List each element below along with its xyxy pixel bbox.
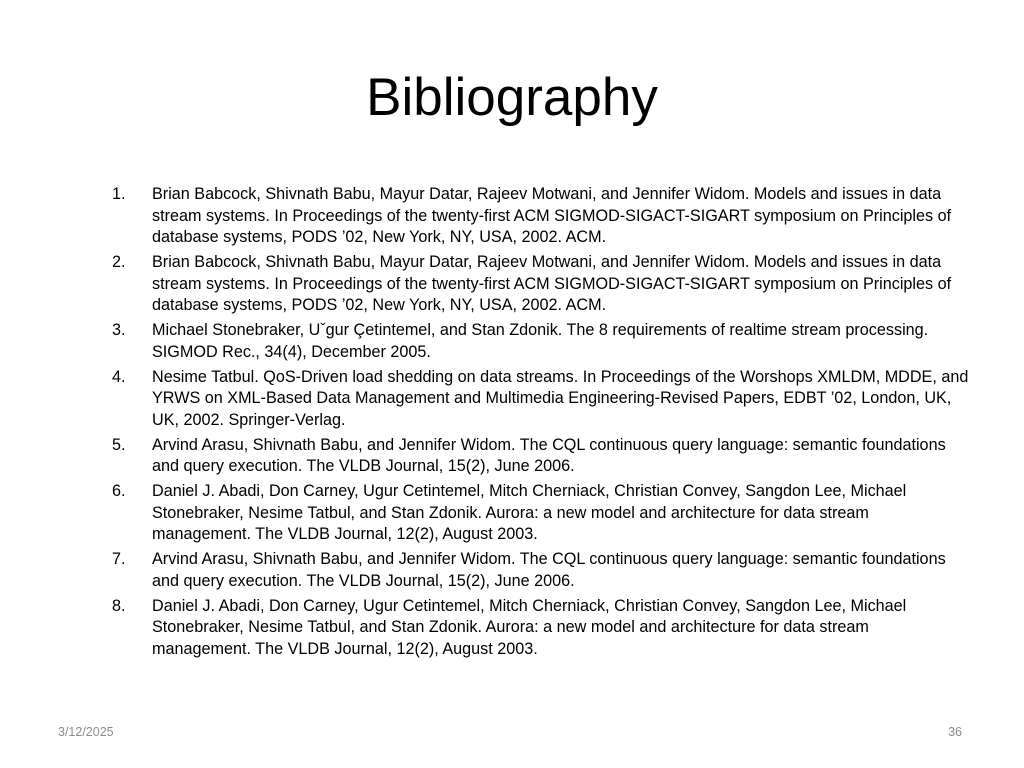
bibliography-item bbox=[110, 435, 970, 478]
item-text: Daniel J. Abadi, Don Carney, Ugur Cetintemel, Mitch Cherniack, Christian Convey, Sangdon Lee, Michael Stonebraker, Nesime Tatbul, and Stan Zdonik. Aurora: a new model and architecture for data stream management. The VLDB Journal, 12(2), August 2003. bbox=[152, 482, 907, 543]
bibliography-item bbox=[110, 596, 970, 661]
item-number: 3. bbox=[112, 321, 126, 339]
item-number: 1. bbox=[112, 185, 126, 203]
item-text: Nesime Tatbul. QoS-Driven load shedding on data streams. In Proceedings of the Worshops XMLDM, MDDE, and YRWS on XML-Based Data Management and Multimedia Engineering-Revised Papers, EDBT ’02, London, UK, UK, 2002. Springer-Verlag. bbox=[152, 367, 969, 429]
item-number: 8. bbox=[112, 596, 126, 615]
bibliography-item bbox=[110, 367, 970, 432]
footer-page-number: 36 bbox=[948, 725, 962, 739]
item-number: 5. bbox=[112, 435, 126, 454]
item-text: Brian Babcock, Shivnath Babu, Mayur Datar, Rajeev Motwani, and Jennifer Widom. Models and issues in data stream systems. In Proceedings of the twenty-first ACM SIGMOD-SIGACT-SIGART symposium on Principles of database systems, PODS ’02, New York, NY, USA, 2002. ACM. bbox=[152, 185, 952, 246]
item-number: 7. bbox=[112, 550, 126, 568]
item-text: Michael Stonebraker, Uˇgur Çetintemel, and Stan Zdonik. The 8 requirements of realtime stream processing. SIGMOD Rec., 34(4), December 2005. bbox=[152, 321, 929, 361]
bibliography-list bbox=[110, 184, 970, 664]
bibliography-item bbox=[110, 252, 970, 317]
item-number: 4. bbox=[112, 367, 126, 386]
bibliography-item bbox=[110, 549, 970, 592]
item-text: Arvind Arasu, Shivnath Babu, and Jennifer Widom. The CQL continuous query language: semantic foundations and query execution. The VLDB Journal, 15(2), June 2006. bbox=[152, 435, 946, 475]
slide-title: Bibliography bbox=[366, 68, 658, 127]
item-text: Arvind Arasu, Shivnath Babu, and Jennifer Widom. The CQL continuous query language: semantic foundations and query execution. The VLDB Journal, 15(2), June 2006. bbox=[152, 550, 946, 590]
footer-date: 3/12/2025 bbox=[58, 725, 114, 739]
bibliography-item bbox=[110, 184, 970, 249]
bibliography-item bbox=[110, 320, 970, 363]
item-text: Brian Babcock, Shivnath Babu, Mayur Datar, Rajeev Motwani, and Jennifer Widom. Models and issues in data stream systems. In Proceedings of the twenty-first ACM SIGMOD-SIGACT-SIGART symposium on Principles of database systems, PODS ’02, New York, NY, USA, 2002. ACM. bbox=[152, 253, 952, 314]
item-text: Daniel J. Abadi, Don Carney, Ugur Cetintemel, Mitch Cherniack, Christian Convey, Sangdon Lee, Michael Stonebraker, Nesime Tatbul, and Stan Zdonik. Aurora: a new model and architecture for data stream management. The VLDB Journal, 12(2), August 2003. bbox=[152, 596, 907, 658]
item-number: 6. bbox=[112, 482, 126, 500]
item-number: 2. bbox=[112, 253, 126, 271]
bibliography-item bbox=[110, 481, 970, 546]
